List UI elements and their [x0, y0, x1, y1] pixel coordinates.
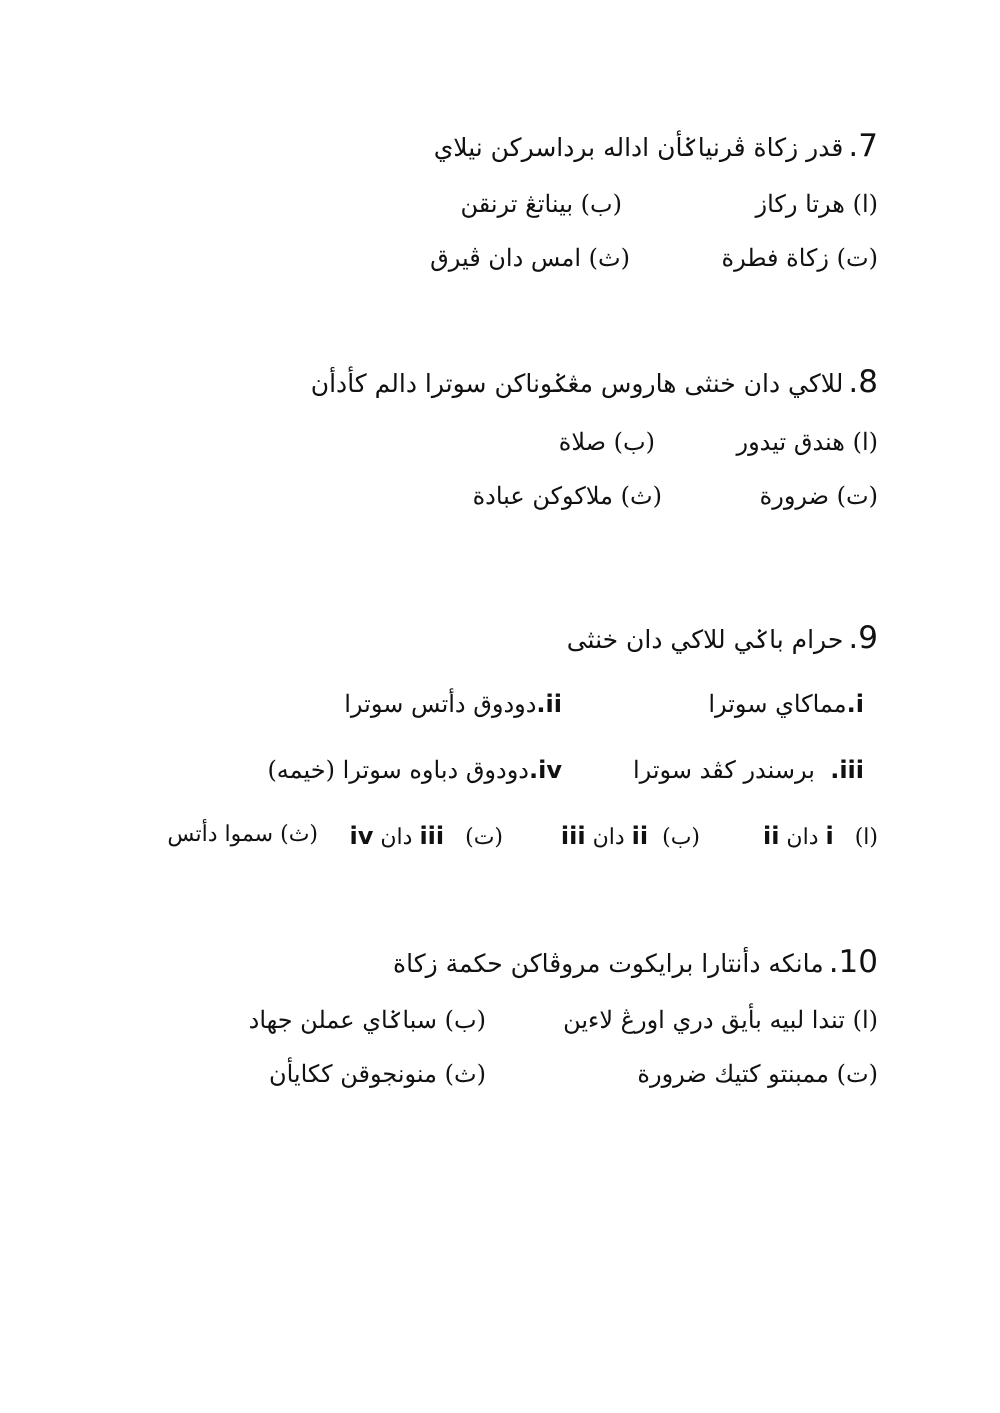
option-label: (ث)	[280, 822, 318, 847]
question-number: 7.	[848, 128, 878, 164]
conjunction: دان	[380, 825, 413, 850]
option-label: (ب)	[444, 1006, 486, 1034]
option-b[interactable]	[249, 1006, 486, 1034]
question-text: قدر زكاة ڤرنياݢأن اداله برداسركن نيلاي	[433, 133, 844, 162]
option-label: (ا)	[852, 1006, 878, 1034]
question-8	[311, 364, 878, 400]
statement-iii	[633, 756, 864, 784]
option-label: (ا)	[852, 190, 878, 218]
question-text: حرام باݢي للاكي دان خنثى	[566, 625, 844, 654]
option-d[interactable]	[430, 244, 630, 272]
statement-ii	[344, 690, 562, 718]
option-a[interactable]	[756, 190, 878, 218]
option-d[interactable]	[473, 482, 662, 510]
question-number: 10.	[828, 944, 878, 980]
option-label: (ب)	[613, 428, 655, 456]
question-7	[434, 128, 878, 164]
option-text: ممبنتو كتيك ضرورة	[637, 1060, 830, 1088]
option-label: (ت)	[836, 244, 878, 272]
option-label: (ت)	[465, 825, 503, 850]
option-d[interactable]	[167, 822, 318, 847]
option-text: بيناتڠ ترنقن	[460, 190, 574, 218]
option-b[interactable]	[561, 822, 700, 850]
option-b[interactable]	[460, 190, 622, 218]
question-text: مانكه دأنتارا برايكوت مروڤاكن حكمة زكاة	[392, 949, 824, 978]
option-text: تندا لبيه بأيق دري اورڠ لاءين	[563, 1006, 845, 1034]
option-text: منونجوقن ككايأن	[268, 1060, 438, 1088]
roman-numeral: iii.	[830, 756, 864, 784]
option-text: ضرورة	[759, 482, 830, 510]
option-c[interactable]	[760, 482, 878, 510]
option-c[interactable]	[637, 1060, 878, 1088]
question-number: 8.	[848, 364, 878, 400]
option-text: ملاكوكن عبادة	[472, 482, 614, 510]
option-text: صلاة	[558, 428, 607, 456]
option-label: (ا)	[852, 428, 878, 456]
conjunction: دان	[786, 825, 819, 850]
option-label: (ب)	[662, 825, 700, 850]
roman-numeral: i.	[846, 690, 864, 718]
option-c[interactable]	[722, 244, 878, 272]
roman-numeral: ii.	[536, 690, 562, 718]
option-label: (ث)	[444, 1060, 486, 1088]
option-label: (ب)	[580, 190, 622, 218]
roman-numeral: i	[825, 822, 834, 850]
option-text: امس دان ڤيرق	[430, 244, 582, 272]
question-number: 9.	[848, 620, 878, 656]
statement-i	[708, 690, 864, 718]
question-text: للاكي دان خنثى هاروس مڠݢوناكن سوترا دالم كأدأن	[310, 369, 844, 398]
statement-iv	[267, 756, 562, 784]
roman-numeral: ii	[631, 822, 649, 850]
roman-numeral: iii	[419, 822, 445, 850]
option-text: هندق تيدور	[736, 428, 845, 456]
conjunction: دان	[592, 825, 625, 850]
option-a[interactable]	[737, 428, 879, 456]
statement-text: برسندر كڤد سوترا	[632, 756, 815, 784]
roman-numeral: iii	[560, 822, 586, 850]
option-d[interactable]	[269, 1060, 486, 1088]
option-label: (ت)	[836, 1060, 878, 1088]
option-text: زكاة فطرة	[721, 244, 830, 272]
option-label: (ا)	[854, 825, 878, 850]
option-label: (ث)	[620, 482, 662, 510]
option-text: سباݢاي عملن جهاد	[248, 1006, 438, 1034]
option-text: سموا دأتس	[167, 822, 274, 847]
option-b[interactable]	[559, 428, 655, 456]
roman-numeral: ii	[762, 822, 780, 850]
option-label: (ت)	[836, 482, 878, 510]
option-a[interactable]	[763, 822, 878, 850]
option-a[interactable]	[563, 1006, 878, 1034]
roman-numeral: iv.	[529, 756, 562, 784]
question-10	[393, 944, 878, 980]
option-label: (ث)	[588, 244, 630, 272]
question-9	[567, 620, 878, 656]
statement-text: مماكاي سوترا	[708, 690, 847, 718]
statement-text: دودوق دباوه سوترا (خيمه)	[267, 756, 529, 784]
roman-numeral: iv	[349, 822, 374, 850]
statement-text: دودوق دأتس سوترا	[344, 690, 537, 718]
option-text: هرتا رکاز	[755, 190, 845, 218]
option-c[interactable]	[349, 822, 503, 850]
